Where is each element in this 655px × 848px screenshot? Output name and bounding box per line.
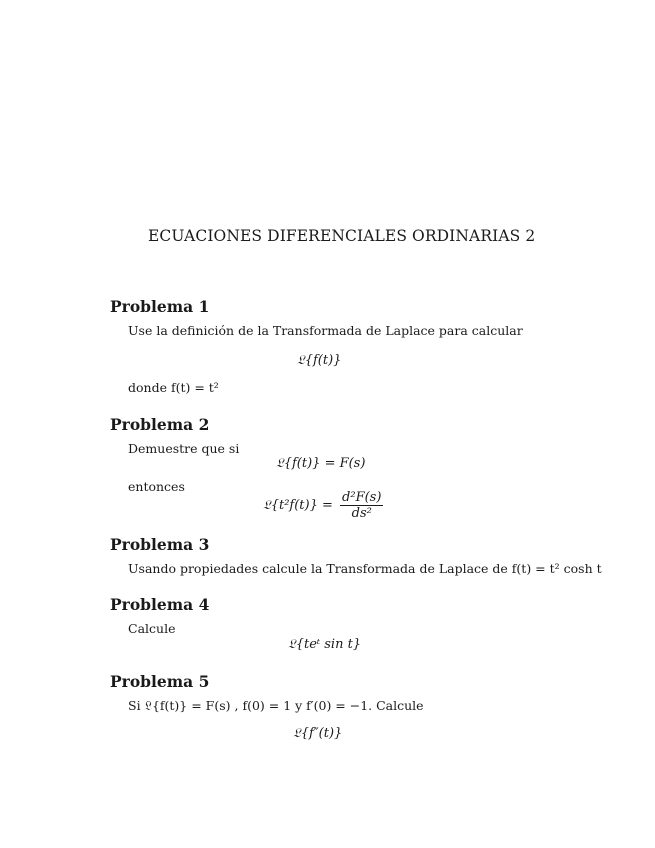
- problem-1-equation: 𝔏{f(t)}: [297, 353, 342, 368]
- problem-2-heading: Problema 2: [110, 415, 210, 434]
- problem-2-eq2-left: 𝔏{t²f(t)} =: [263, 498, 333, 513]
- problem-2-equation-2: [263, 490, 383, 521]
- problem-5-equation: 𝔏{f″(t)}: [293, 726, 343, 741]
- problem-1-heading: Problema 1: [110, 297, 210, 316]
- problem-3-text: Usando propiedades calcule la Transformada de Laplace de f(t) = t² cosh t: [128, 561, 602, 576]
- problem-4-equation: 𝔏{teᵗ sin t}: [288, 637, 362, 652]
- problem-5-text: Si 𝔏{f(t)} = F(s) , f(0) = 1 y f′(0) = −1. Calcule: [128, 698, 424, 713]
- problem-5-heading: Problema 5: [110, 672, 210, 691]
- problem-2-fraction: [340, 490, 383, 521]
- problem-2-text: Demuestre que si: [128, 441, 240, 456]
- problem-4-text: Calcule: [128, 621, 176, 636]
- problem-2-fraction-numerator: d²F(s): [342, 490, 382, 505]
- problem-1-text: Use la definición de la Transformada de Laplace para calcular: [128, 323, 523, 338]
- problem-3-heading: Problema 3: [110, 535, 210, 554]
- problem-2-text-2: entonces: [128, 479, 185, 494]
- problem-2-equation: 𝔏{f(t)} = F(s): [276, 456, 366, 471]
- problem-4-heading: Problema 4: [110, 595, 210, 614]
- problem-1-text-2: donde f(t) = t²: [128, 380, 219, 395]
- problem-2-fraction-denominator: ds²: [351, 506, 372, 521]
- document-title: ECUACIONES DIFERENCIALES ORDINARIAS 2: [148, 227, 536, 245]
